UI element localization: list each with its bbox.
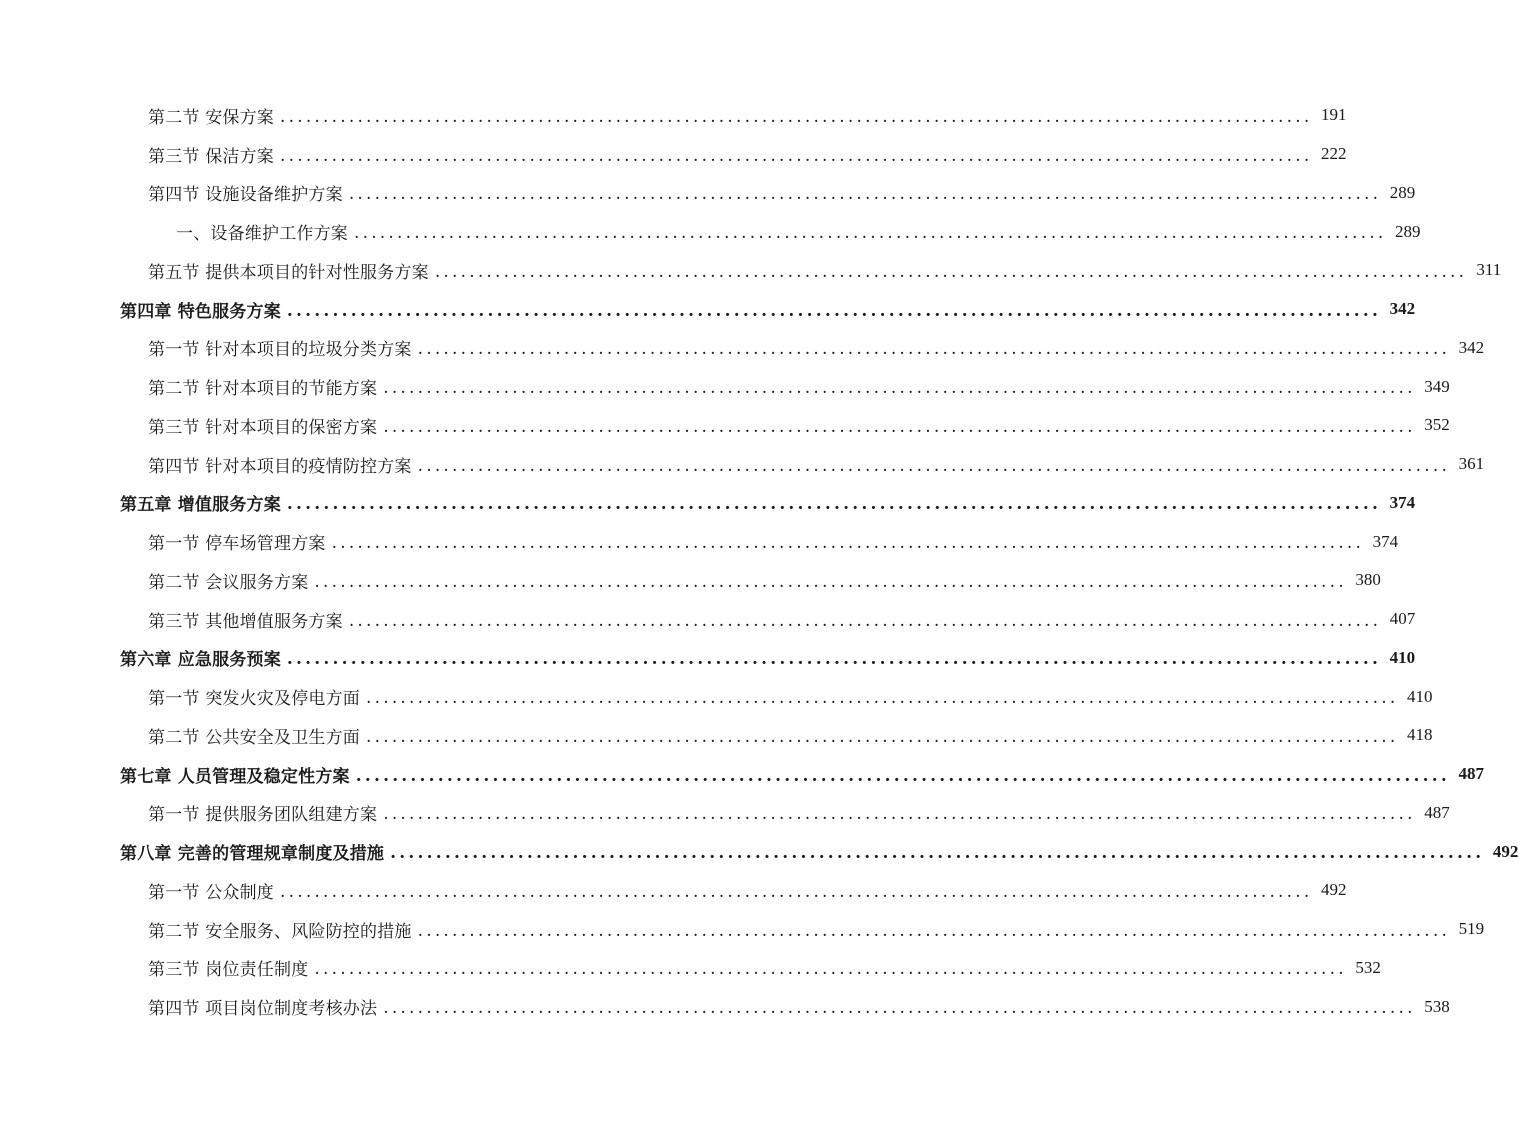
toc-dot-leader: ........................................................................................................................ xyxy=(417,455,1451,476)
toc-dot-leader: ........................................................................................................................ xyxy=(366,726,1399,747)
toc-entry-title: 第四节 针对本项目的疫情防控方案 xyxy=(148,456,412,477)
toc-dot-leader: ........................................................................................................................ xyxy=(390,843,1485,864)
toc-entry-title: 第三节 其他增值服务方案 xyxy=(148,611,343,632)
toc-dot-leader: ........................................................................................................................ xyxy=(348,184,1382,205)
toc-page-number: 410 xyxy=(1406,686,1433,706)
toc-page-number: 492 xyxy=(1492,841,1518,861)
toc-page-number: 374 xyxy=(1389,492,1416,512)
toc-page-number: 342 xyxy=(1389,299,1416,319)
toc-page-number: 374 xyxy=(1372,531,1399,551)
toc-section-entry[interactable] xyxy=(0,445,1485,484)
toc-section-entry[interactable] xyxy=(0,987,1450,1026)
toc-section-entry[interactable] xyxy=(0,96,1347,135)
toc-page-number: 289 xyxy=(1394,221,1421,241)
toc-entry-title: 第三节 针对本项目的保密方案 xyxy=(148,417,378,438)
toc-dot-leader: ........................................................................................................................ xyxy=(417,920,1451,941)
toc-section-entry[interactable] xyxy=(0,716,1433,755)
toc-section-entry[interactable] xyxy=(0,406,1450,445)
toc-section-entry[interactable] xyxy=(0,677,1433,716)
toc-section-entry[interactable] xyxy=(0,910,1485,949)
toc-page-number: 492 xyxy=(1320,880,1347,900)
toc-page-number: 519 xyxy=(1458,919,1485,939)
toc-page-number: 532 xyxy=(1355,957,1381,977)
toc-section-entry[interactable] xyxy=(0,174,1416,213)
toc-dot-leader: ........................................................................................................................ xyxy=(286,649,1382,670)
toc-entry-title: 第八章 完善的管理规章制度及措施 xyxy=(120,844,385,865)
toc-dot-leader: ........................................................................................................................ xyxy=(348,610,1382,631)
toc-dot-leader: ........................................................................................................................ xyxy=(314,571,1347,592)
toc-chapter-entry[interactable] xyxy=(0,484,1416,523)
toc-section-entry[interactable] xyxy=(0,329,1485,368)
toc-entry-title: 第三节 保洁方案 xyxy=(148,146,275,167)
toc-entry-title: 第三节 岗位责任制度 xyxy=(148,960,309,981)
toc-section-entry[interactable] xyxy=(0,561,1381,600)
toc-chapter-entry[interactable] xyxy=(0,290,1416,329)
toc-section-entry[interactable] xyxy=(0,251,1502,290)
toc-section-entry[interactable] xyxy=(0,949,1381,988)
toc-entry-title: 第七章 人员管理及稳定性方案 xyxy=(120,766,350,787)
toc-section-entry[interactable] xyxy=(0,367,1450,406)
toc-chapter-entry[interactable] xyxy=(0,639,1416,678)
toc-entry-title: 一、设备维护工作方案 xyxy=(176,224,348,245)
toc-page-number: 418 xyxy=(1406,725,1433,745)
toc-entry-title: 第四章 特色服务方案 xyxy=(120,301,281,322)
toc-dot-leader: ........................................................................................................................ xyxy=(331,533,1365,554)
toc-page-number: 380 xyxy=(1355,570,1381,590)
toc-section-entry[interactable] xyxy=(0,871,1347,910)
toc-entry-title: 第一节 针对本项目的垃圾分类方案 xyxy=(148,340,412,361)
toc-entry-title: 第二节 安全服务、风险防控的措施 xyxy=(148,921,412,942)
toc-dot-leader: ........................................................................................................................ xyxy=(383,998,1416,1019)
toc-entry-title: 第一节 突发火灾及停电方面 xyxy=(148,689,361,710)
toc-entry-title: 第四节 设施设备维护方案 xyxy=(148,185,343,206)
toc-dot-leader: ........................................................................................................................ xyxy=(383,416,1416,437)
toc-dot-leader: ........................................................................................................................ xyxy=(383,378,1416,399)
toc-entry-title: 第二节 安保方案 xyxy=(148,107,275,128)
toc-dot-leader: ........................................................................................................................ xyxy=(366,688,1399,709)
toc-dot-leader: ........................................................................................................................ xyxy=(417,339,1451,360)
toc-entry-title: 第五章 增值服务方案 xyxy=(120,495,281,516)
toc-page-number: 352 xyxy=(1424,415,1450,435)
toc-page-number: 311 xyxy=(1476,260,1502,280)
toc-dot-leader: ........................................................................................................................ xyxy=(354,223,1387,244)
toc-subsection-entry[interactable] xyxy=(0,212,1421,251)
toc-dot-leader: ........................................................................................................................ xyxy=(314,959,1347,980)
toc-entry-title: 第五节 提供本项目的针对性服务方案 xyxy=(148,262,429,283)
toc-section-entry[interactable] xyxy=(0,794,1450,833)
toc-section-entry[interactable] xyxy=(0,522,1399,561)
toc-page-number: 342 xyxy=(1458,337,1485,357)
toc-entry-title: 第四节 项目岗位制度考核办法 xyxy=(148,999,378,1020)
toc-section-entry[interactable] xyxy=(0,135,1347,174)
toc-entry-title: 第二节 针对本项目的节能方案 xyxy=(148,379,378,400)
toc-page-number: 191 xyxy=(1320,105,1347,125)
toc-page-number: 487 xyxy=(1458,764,1484,784)
toc-chapter-entry[interactable] xyxy=(0,755,1484,794)
toc-entry-title: 第一节 公众制度 xyxy=(148,882,275,903)
toc-page-number: 487 xyxy=(1424,802,1450,822)
toc-page-number: 538 xyxy=(1424,996,1450,1016)
toc-section-entry[interactable] xyxy=(0,600,1416,639)
toc-page-number: 349 xyxy=(1424,376,1450,396)
toc-chapter-entry[interactable] xyxy=(0,832,1518,871)
toc-page-number: 361 xyxy=(1458,454,1485,474)
toc-page-number: 289 xyxy=(1389,182,1416,202)
toc-entry-title: 第二节 会议服务方案 xyxy=(148,572,309,593)
toc-dot-leader: ........................................................................................................................ xyxy=(286,300,1382,321)
toc-entry-title: 第六章 应急服务预案 xyxy=(120,650,281,671)
toc-dot-leader: ........................................................................................................................ xyxy=(280,881,1313,902)
toc-dot-leader: ........................................................................................................................ xyxy=(383,804,1416,825)
toc-entry-title: 第二节 公共安全及卫生方面 xyxy=(148,727,361,748)
toc-dot-leader: ........................................................................................................................ xyxy=(355,765,1450,786)
toc-entry-title: 第一节 提供服务团队组建方案 xyxy=(148,805,378,826)
table-of-contents xyxy=(0,96,1518,1026)
toc-dot-leader: ........................................................................................................................ xyxy=(280,145,1313,166)
toc-entry-title: 第一节 停车场管理方案 xyxy=(148,534,326,555)
toc-page-number: 222 xyxy=(1320,144,1347,164)
toc-dot-leader: ........................................................................................................................ xyxy=(286,494,1382,515)
toc-dot-leader: ........................................................................................................................ xyxy=(280,106,1313,127)
toc-dot-leader: ........................................................................................................................ xyxy=(434,261,1468,282)
toc-page-number: 410 xyxy=(1389,647,1416,667)
toc-page-number: 407 xyxy=(1389,609,1416,629)
